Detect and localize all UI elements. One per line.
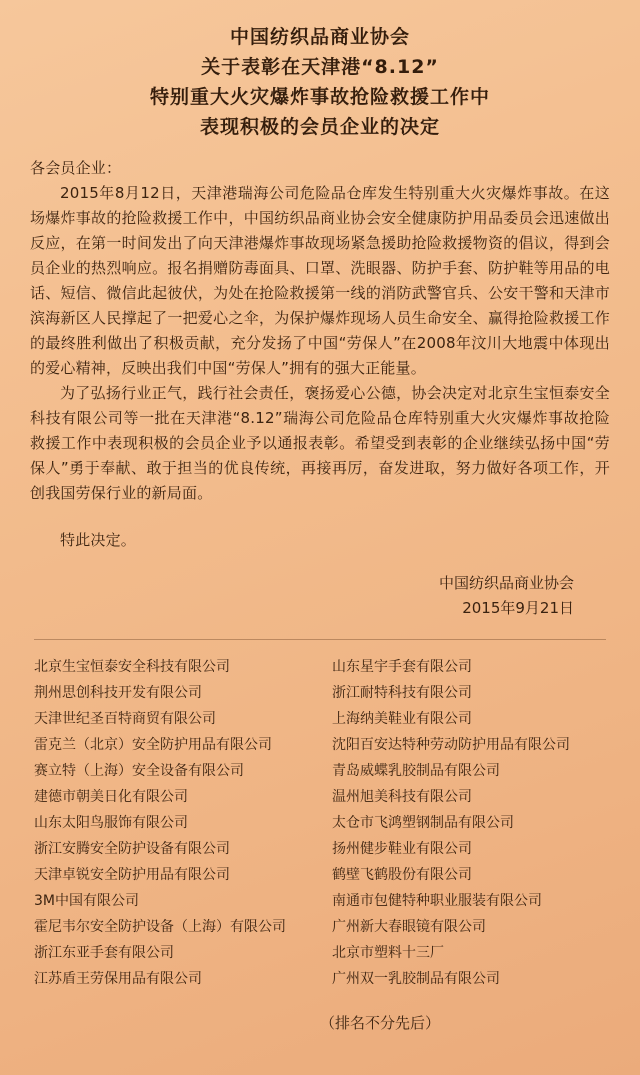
list-item: 建德市朝美日化有限公司 xyxy=(34,789,188,805)
list-item: 沈阳百安达特种劳动防护用品有限公司 xyxy=(332,737,570,753)
list-item: 3M中国有限公司 xyxy=(34,893,139,909)
list-item: 浙江耐特科技有限公司 xyxy=(332,685,472,701)
list-item: 鹤壁飞鹤股份有限公司 xyxy=(332,867,472,883)
title-line-2: 关于表彰在天津港“8.12” xyxy=(201,56,439,78)
list-item: 北京市塑料十三厂 xyxy=(332,945,444,961)
list-item: 天津世纪圣百特商贸有限公司 xyxy=(34,711,216,727)
document-body xyxy=(30,156,610,553)
list-item: 浙江东亚手套有限公司 xyxy=(34,945,174,961)
salutation: 各会员企业： xyxy=(30,159,122,177)
list-item: 南通市包健特种职业服装有限公司 xyxy=(332,893,542,909)
list-item: 霍尼韦尔安全防护设备（上海）有限公司 xyxy=(34,919,286,935)
list-item: 广州新大春眼镜有限公司 xyxy=(332,919,486,935)
list-item: 温州旭美科技有限公司 xyxy=(332,789,472,805)
paragraph-2: 为了弘扬行业正气，践行社会责任，褒扬爱心公德，协会决定对北京生宝恒泰安全科技有限公司等一批在天津港“8.12”瑞海公司危险品仓库特别重大火灾爆炸事故抢险救援工作中表现积极的会员企业予以通报表彰。希望受到表彰的企业继续弘扬中国“劳保人”勇于奉献、敢于担当的优良传统，再接再厉，奋发进取，努力做好各项工作，开创我国劳保行业的新局面。 xyxy=(30,384,610,502)
title-line-1: 中国纺织品商业协会 xyxy=(229,26,410,48)
list-item: 扬州健步鞋业有限公司 xyxy=(332,841,472,857)
list-item: 太仓市飞鸿塑钢制品有限公司 xyxy=(332,815,514,831)
list-item: 雷克兰（北京）安全防护用品有限公司 xyxy=(34,737,272,753)
company-list xyxy=(30,654,610,992)
list-item: 浙江安腾安全防护设备有限公司 xyxy=(34,841,230,857)
list-item: 山东星宇手套有限公司 xyxy=(332,659,472,675)
list-item: 山东太阳鸟服饰有限公司 xyxy=(34,815,188,831)
section-divider xyxy=(34,639,606,640)
signature-organization: 中国纺织品商业协会 xyxy=(438,574,574,592)
list-item: 北京生宝恒泰安全科技有限公司 xyxy=(34,659,230,675)
list-item: 赛立特（上海）安全设备有限公司 xyxy=(34,763,244,779)
list-item: 上海纳美鞋业有限公司 xyxy=(332,711,472,727)
list-item: 天津卓锐安全防护用品有限公司 xyxy=(34,867,230,883)
ranking-note: （排名不分先后） xyxy=(319,1014,440,1032)
signature-block xyxy=(30,571,610,621)
document-title xyxy=(30,22,610,142)
company-column-right xyxy=(332,654,606,992)
company-column-left xyxy=(34,654,308,992)
paragraph-1: 2015年8月12日，天津港瑞海公司危险品仓库发生特别重大火灾爆炸事故。在这场爆炸事故的抢险救援工作中，中国纺织品商业协会安全健康防护用品委员会迅速做出反应，在第一时间发出了向天津港爆炸事故现场紧急援助抢险救援物资的倡议，得到会员企业的热烈响应。报名捐赠防毒面具、口罩、洗眼器、防护手套、防护鞋等用品的电话、短信、微信此起彼伏，为处在抢险救援第一线的消防武警官兵、公安干警和天津市滨海新区人民撑起了一把爱心之伞，为保护爆炸现场人员生命安全、赢得抢险救援工作的最终胜利做出了积极贡献，充分发扬了中国“劳保人”在2008年汶川大地震中体现出的爱心精神，反映出我们中国“劳保人”拥有的强大正能量。 xyxy=(30,184,610,377)
list-item: 江苏盾王劳保用品有限公司 xyxy=(34,971,202,987)
signature-date: 2015年9月21日 xyxy=(462,599,574,617)
list-item: 荆州思创科技开发有限公司 xyxy=(34,685,202,701)
list-item: 青岛威蝶乳胶制品有限公司 xyxy=(332,763,500,779)
closing-statement: 特此决定。 xyxy=(60,531,137,549)
title-line-3: 特别重大火灾爆炸事故抢险救援工作中 xyxy=(149,86,490,108)
list-item: 广州双一乳胶制品有限公司 xyxy=(332,971,500,987)
title-line-4: 表现积极的会员企业的决定 xyxy=(199,116,440,138)
